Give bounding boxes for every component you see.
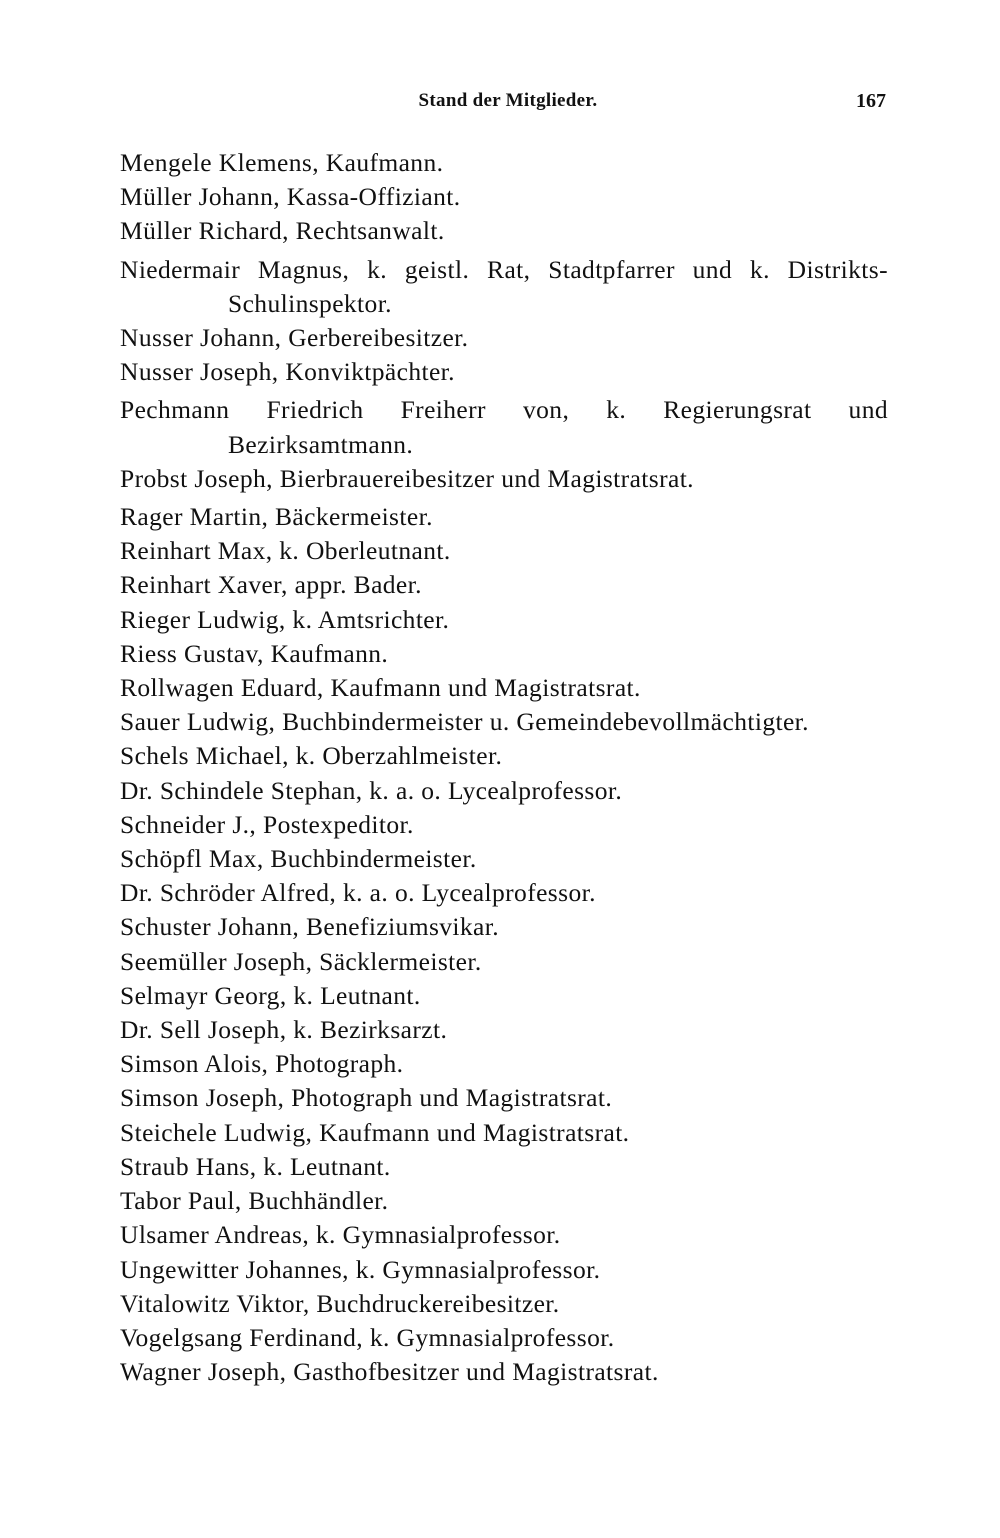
member-entry: Niedermair Magnus, k. geistl. Rat, Stadtpfarrer und k. Distrikts-Schulinspektor.: [120, 254, 888, 318]
member-entry: Vitalowitz Viktor, Buchdruckereibesitzer.: [120, 1288, 560, 1318]
member-entry: Simson Alois, Photograph.: [120, 1049, 404, 1079]
member-entry: Nusser Johann, Gerbereibesitzer.: [120, 323, 469, 353]
member-list: [120, 146, 888, 1389]
member-entry: Tabor Paul, Buchhändler.: [120, 1186, 389, 1216]
member-entry: Wagner Joseph, Gasthofbesitzer und Magistratsrat.: [120, 1357, 659, 1387]
member-entry: Schneider J., Postexpeditor.: [120, 809, 414, 839]
member-entry: Rager Martin, Bäckermeister.: [120, 502, 433, 532]
member-entry: Nusser Joseph, Konviktpächter.: [120, 357, 455, 387]
member-entry: Reinhart Xaver, appr. Bader.: [120, 570, 422, 600]
member-entry: Seemüller Joseph, Säcklermeister.: [120, 946, 482, 976]
member-entry: Simson Joseph, Photograph und Magistratsrat.: [120, 1083, 613, 1113]
member-entry: Pechmann Friedrich Freiherr von, k. Regierungsrat und Bezirksamtmann.: [120, 395, 888, 459]
member-entry: Schels Michael, k. Oberzahlmeister.: [120, 741, 503, 771]
running-title: Stand der Mitglieder.: [418, 90, 598, 111]
member-entry: Müller Johann, Kassa-Offiziant.: [120, 182, 461, 212]
member-entry: Schöpfl Max, Buchbindermeister.: [120, 844, 477, 874]
page-number: 167: [856, 90, 886, 112]
running-head: [120, 90, 886, 120]
member-entry: Selmayr Georg, k. Leutnant.: [120, 980, 421, 1010]
member-entry: Probst Joseph, Bierbrauereibesitzer und Magistratsrat.: [120, 463, 694, 493]
member-entry: Mengele Klemens, Kaufmann.: [120, 148, 444, 177]
member-entry: Straub Hans, k. Leutnant.: [120, 1151, 391, 1181]
member-entry: Dr. Schröder Alfred, k. a. o. Lycealprofessor.: [120, 878, 596, 908]
member-entry: Müller Richard, Rechtsanwalt.: [120, 216, 445, 246]
member-entry: Sauer Ludwig, Buchbindermeister u. Gemeindebevollmächtigter.: [120, 707, 809, 737]
member-entry: Rollwagen Eduard, Kaufmann und Magistratsrat.: [120, 673, 641, 703]
member-entry: Ulsamer Andreas, k. Gymnasialprofessor.: [120, 1220, 561, 1250]
member-entry: Steichele Ludwig, Kaufmann und Magistratsrat.: [120, 1117, 630, 1147]
member-entry: Ungewitter Johannes, k. Gymnasialprofessor.: [120, 1254, 601, 1284]
member-entry: Schuster Johann, Benefiziumsvikar.: [120, 912, 500, 942]
member-entry: Riess Gustav, Kaufmann.: [120, 638, 389, 668]
member-entry: Dr. Schindele Stephan, k. a. o. Lycealprofessor.: [120, 775, 623, 805]
member-entry: Reinhart Max, k. Oberleutnant.: [120, 536, 451, 566]
member-entry: Dr. Sell Joseph, k. Bezirksarzt.: [120, 1015, 448, 1045]
member-entry: Rieger Ludwig, k. Amtsrichter.: [120, 604, 450, 634]
member-entry: Vogelgsang Ferdinand, k. Gymnasialprofessor.: [120, 1322, 615, 1352]
